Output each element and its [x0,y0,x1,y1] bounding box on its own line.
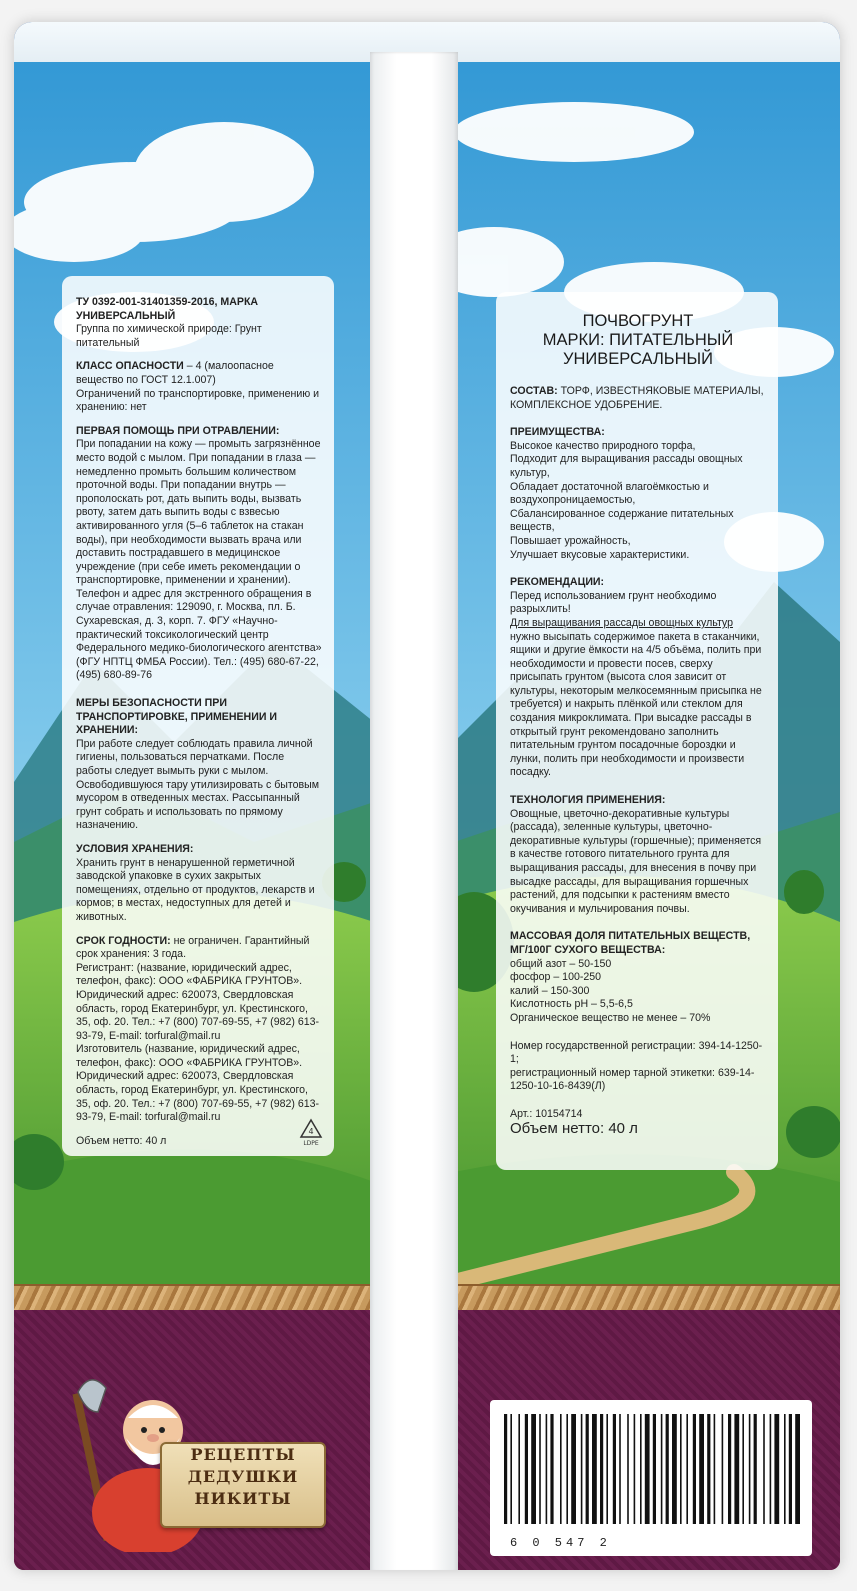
shelf-text: не ограничен. Гарантийный срок хранения: 3 года. [76,934,310,961]
hazard-class [76,360,322,387]
center-seam [370,52,458,1570]
group-text: Группа по химической природе: Грунт питательный [76,323,262,349]
right-volume: Объем нетто: 40 л [510,1119,638,1137]
product-title [510,312,766,369]
registration-number: Номер государственной регистрации: 394-14-1250-1; [510,1039,763,1066]
nutrient-item: общий азот – 50-150 [510,957,612,970]
safety-heading: МЕРЫ БЕЗОПАСНОСТИ ПРИ ТРАНСПОРТИРОВКЕ, ПРИМЕНЕНИИ И ХРАНЕНИИ: [76,697,277,737]
advantage-item: Высокое качество природного торфа, [510,439,696,452]
composition-text: ТОРФ, ИЗВЕСТНЯКОВЫЕ МАТЕРИАЛЫ, КОМПЛЕКСНОЕ УДОБРЕНИЕ. [510,385,764,411]
advantage-item: Подходит для выращивания рассады овощных культур, [510,453,743,479]
tu-title: ТУ 0392-001-31401359-2016, МАРКА УНИВЕРСАЛЬНЫЙ [76,296,259,322]
recommendations-intro: Перед использованием грунт необходимо разрыхлить! [510,589,717,616]
storage-text: Хранить грунт в ненарушенной герметичной заводской упаковке в сухих закрытых помещениях, отдельно от продуктов, лекарств и кормов; в местах, недоступных для детей и животных. [76,856,315,923]
hazard-text: – 4 (малоопасное вещество по ГОСТ 12.1.007) [76,360,274,386]
logo-line-1: РЕЦЕПТЫ [190,1445,296,1464]
recommendations-body [510,617,766,780]
nutrient-item: Кислотность pH – 5,5-6,5 [510,998,633,1011]
barcode [490,1400,812,1556]
title-line-2: МАРКИ: ПИТАТЕЛЬНЫЙ [542,331,734,349]
shelf-label: СРОК ГОДНОСТИ: [76,934,171,947]
left-volume: Объем нетто: 40 л [76,1134,167,1147]
advantages-heading: ПРЕИМУЩЕСТВА: [510,426,605,439]
title-line-3: УНИВЕРСАЛЬНЫЙ [562,350,714,368]
advantage-item: Сбалансированное содержание питательных веществ, [510,507,734,534]
recommendations-text: нужно высыпать содержимое пакета в стаканчики, ящики и другие ёмкости на 4/5 объёма, полить при необходимости и провести посев, сверху присыпать грунтом (высота слоя зависит от культуры, некоторым мелкосемянным присыпка не требуется) и накрыть плёнкой или стеклом для создания микроклимата. При высадке рассады в открытый грунт рекомендовано заполнить питательным грунтом посадочные бороздки и лунки, полить при необходимости и произвести посадку. [510,630,762,779]
nutrient-item: Органическое вещество не менее – 70% [510,1011,711,1024]
composition-label: СОСТАВ: [510,385,558,397]
nutrients-heading: МАССОВАЯ ДОЛЯ ПИТАТЕЛЬНЫХ ВЕЩЕСТВ, МГ/100Г СУХОГО ВЕЩЕСТВА: [510,930,751,956]
shelf-life [76,935,322,962]
barcode-bars [502,1414,800,1524]
restrictions-text: Ограничений по транспортировке, применению и хранению: нет [76,387,320,414]
recommendations-underlined: Для выращивания рассады овощных культур [510,616,733,629]
safety-text: При работе следует соблюдать правила личной гигиены, пользоваться перчатками. После работы следует вымыть руки с мылом. Освободившуюся тару утилизировать с бытовым мусором в отведенных местах. Рассыпанный грунт собрать и использовать по прямому назначению. [76,737,320,832]
logo-line-2: ДЕДУШКИ [187,1467,299,1486]
recycle-label: LDPE [303,1140,319,1146]
right-info-panel [496,292,778,1170]
storage-heading: УСЛОВИЯ ХРАНЕНИЯ: [76,842,194,855]
hazard-label: КЛАСС ОПАСНОСТИ [76,360,184,373]
left-info-panel [62,276,334,1156]
recycle-number: 4 [308,1127,314,1136]
tare-label-number: регистрационный номер тарной этикетки: 639-14-1250-10-16-8439(Л) [510,1066,755,1093]
title-line-1: ПОЧВОГРУНТ [582,312,694,330]
nutrient-item: калий – 150-300 [510,984,590,997]
barcode-digits: 6 0 547 2 [510,1536,611,1550]
recommendations-heading: РЕКОМЕНДАЦИИ: [510,576,605,589]
soil-bag [14,22,840,1570]
article-number: Арт.: 10154714 [510,1107,583,1120]
technology-heading: ТЕХНОЛОГИЯ ПРИМЕНЕНИЯ: [510,794,666,807]
emergency-text: Телефон и адрес для экстренного обращения в случае отравления: 129090, г. Москва, пл. Б. Сухаревская, д. 3, корп. 7. ФГУ «Научно-практический токсикологический центр Федерального медико-биологического агентства» (ФГУ НПТЦ ФМБА России). Тел.: (495) 680-67-22, (495) 680-89-76 [76,587,322,682]
recycle-icon [298,1118,324,1146]
nutrient-item: фосфор – 100-250 [510,971,602,984]
brand-logo [160,1442,326,1528]
logo-line-3: НИКИТЫ [194,1489,292,1508]
registrant-text: Регистрант: (название, юридический адрес, телефон, факс): ООО «ФАБРИКА ГРУНТОВ». Юридический адрес: 620073, Свердловская область, город Екатеринбург, ул. Крестинского, 35, оф. 20. Тел.: +7 (800) 707-69-55, +7 (982) 613-93-79, E-mail: torfural@mail.ru [76,961,320,1042]
manufacturer-text: Изготовитель (название, юридический адрес, телефон, факс): ООО «ФАБРИКА ГРУНТОВ». Юридический адрес: 620073, Свердловская область, город Екатеринбург, ул. Крестинского, 35, оф. 20. Тел.: +7 (800) 707-69-55, +7 (982) 613-93-79, E-mail: torfural@mail.ru [76,1043,320,1124]
firstaid-heading: ПЕРВАЯ ПОМОЩЬ ПРИ ОТРАВЛЕНИИ: [76,424,280,437]
advantage-item: Обладает достаточной влагоёмкостью и воздухопроницаемостью, [510,480,709,507]
firstaid-text: При попадании на кожу — промыть загрязнённое место водой с мылом. При попадании в глаза — немедленно промыть большим количеством проточной воды. При попадании внутрь — прополоскать рот, дать выпить воды, вызвать рвоту, затем дать выпить воды с взвесью активированного угля (5–6 таблеток на стакан воды), при необходимости вызвать врача или доставить пострадавшего в медицинское учреждение (при себе иметь рекомендации о транспортировке, применении и хранении). [76,438,321,587]
composition [510,385,766,412]
technology-text: Овощные, цветочно-декоративные культуры (рассада), зеленные культуры, цветочно-декоративные культуры (горшечные); применяется в качестве готового питательного грунта для выращивания рассады, для внесения в почву при высадке рассады, для выращивания горшечных растений, для подсыпки к растениям вместо окучивания и мульчирования почвы. [510,807,762,915]
advantage-item: Улучшает вкусовые характеристики. [510,548,690,561]
advantage-item: Повышает урожайность, [510,534,631,547]
